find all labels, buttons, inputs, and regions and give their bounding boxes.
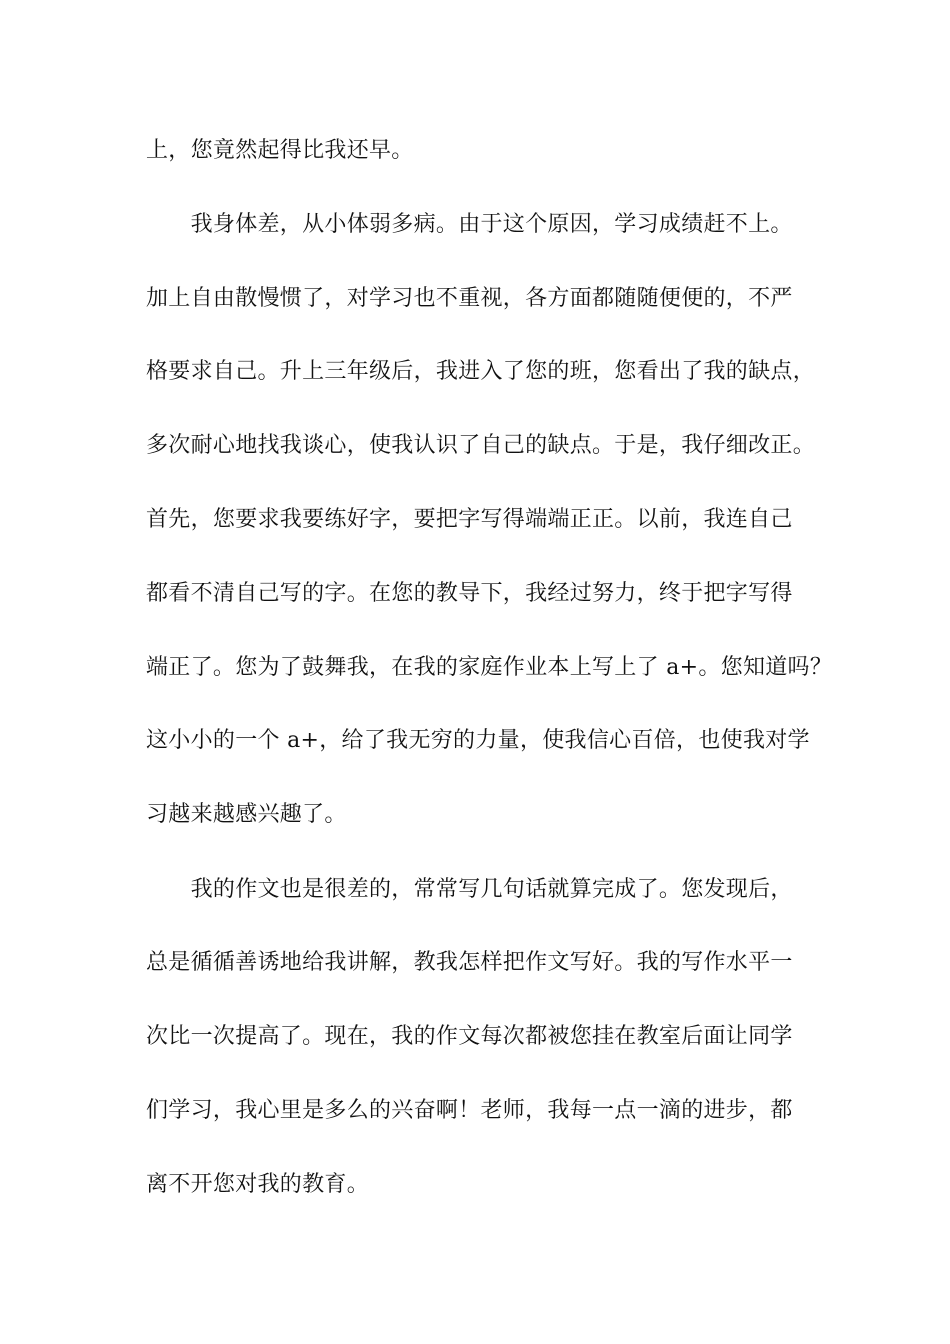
text-line: 次比一次提高了。现在，我的作文每次都被您挂在教室后面让同学: [146, 1024, 793, 1049]
text-line: 我身体差，从小体弱多病。由于这个原因，学习成绩赶不上。: [146, 212, 793, 237]
text-line: 离不开您对我的教育。: [146, 1172, 370, 1197]
text-line: 总是循循善诱地给我讲解，教我怎样把作文写好。我的写作水平一: [146, 950, 793, 975]
text-line: 们学习，我心里是多么的兴奋啊！老师，我每一点一滴的进步，都: [146, 1098, 793, 1123]
text-line: 这小小的一个 a+，给了我无穷的力量，使我信心百倍，也使我对学: [146, 728, 810, 753]
text-line: 加上自由散慢惯了，对学习也不重视，各方面都随随便便的，不严: [146, 286, 793, 311]
text-line: 首先，您要求我要练好字，要把字写得端端正正。以前，我连自己: [146, 507, 793, 532]
text-line: 多次耐心地找我谈心，使我认识了自己的缺点。于是，我仔细改正。: [146, 433, 816, 458]
text-line: 习越来越感兴趣了。: [146, 802, 347, 827]
text-line: 我的作文也是很差的，常常写几句话就算完成了。您发现后，: [146, 877, 793, 902]
text-line: 上，您竟然起得比我还早。: [146, 138, 414, 163]
text-line: 格要求自己。升上三年级后，我进入了您的班，您看出了我的缺点，: [146, 359, 816, 384]
text-line: 都看不清自己写的字。在您的教导下，我经过努力，终于把字写得: [146, 581, 793, 606]
text-line: 端正了。您为了鼓舞我，在我的家庭作业本上写上了 a+。您知道吗？: [146, 655, 833, 680]
